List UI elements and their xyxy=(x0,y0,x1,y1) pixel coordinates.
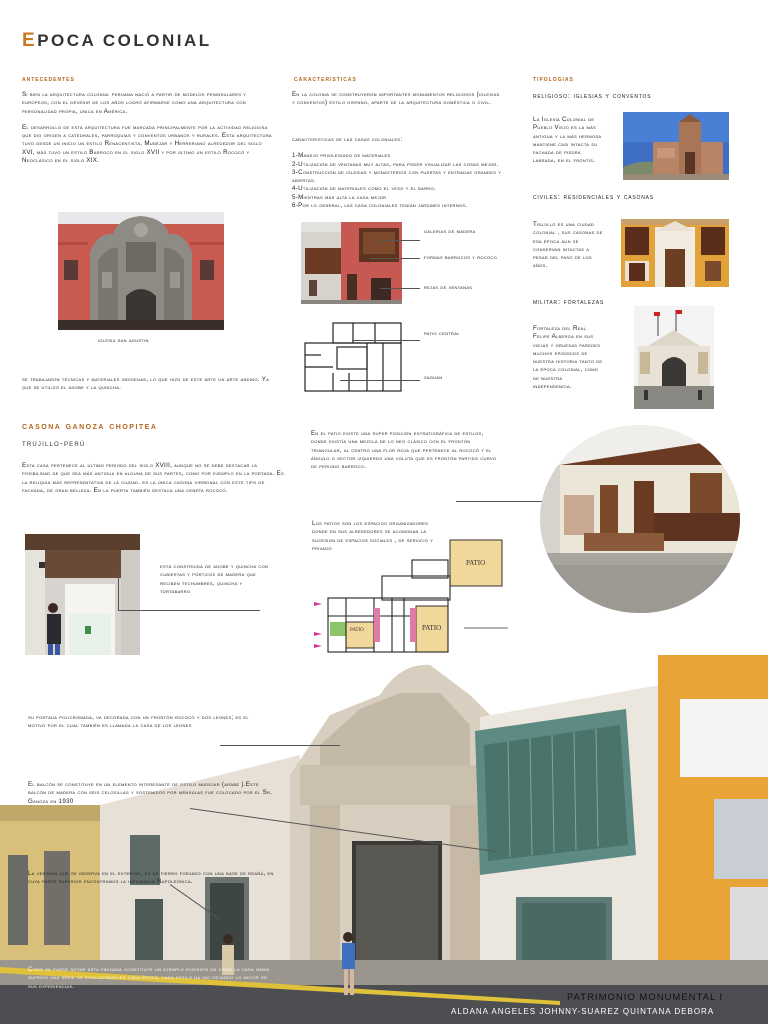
tipologias-heading: tipologias xyxy=(533,74,574,83)
casona-title: casona ganoza chopitea xyxy=(22,421,158,432)
caracteristicas-heading: caracteristicas xyxy=(294,74,357,83)
fachada-text: Como se puede notar esta fachada constituye un ejemplo evidente de cómo la casa había sufrido una serie de evoluciones-en cada época, cada estilo ha ido dejando lo mejor de sus experiencias. xyxy=(28,966,270,990)
caracteristica-item: 2-Utilización de ventanas muy altas, para poder visualizar las cosas mejor. xyxy=(292,160,499,168)
plan-label-patio-3: PATIO xyxy=(350,628,364,633)
antecedentes-heading: antecedentes xyxy=(22,74,75,83)
title-rest: POCA COLONIAL xyxy=(37,31,212,50)
planta-casa-colonial xyxy=(303,321,403,393)
footer-course: PATRIMONIO MONUMENTAL I xyxy=(567,992,724,1003)
civiles-title: civiles: residenciales y casonas xyxy=(533,192,654,201)
caracteristica-item: 1-Manejo privilegiado de materiales xyxy=(292,152,391,160)
label-zaguan: zaguan xyxy=(424,374,443,381)
caracteristica-item: 5-Mientras más alta la casa mejor xyxy=(292,193,387,201)
militar-title: militar: fortalezas xyxy=(533,297,605,306)
antecedentes-body xyxy=(22,91,272,173)
caracteristicas-intro: En la colonia se construyeron importantes monumentos religiosos (iglesias y conventos) estilo hispano, aparte de la arquitectura doméstica o civil. xyxy=(292,91,500,107)
militar-text: Fortaleza del Real Felipe Alberga en sus viejas y gruesas paredes muchos episodios de nuestra historia tanto de la época colonial, como de nuestra independencia. xyxy=(533,325,603,391)
caracteristica-item: 4-Utilización de materiales como el yeso y el barro. xyxy=(292,185,436,193)
antecedentes-paragraph-2: El desarrollo de esta arquitectura fue marcada principalmente por la actividad religiosa que dio origen a catedrales, parroquias y conventos urbanos y rurales. Esta arquitectura tuvo desde un inicio un estilo Renacentista, Mudéjar y Herreriano alrededor del siglo XVI, más tuvo un estilo Barroco en el siglo XVII y por último un estilo Rococó y Neoclásico en el siglo XIX. xyxy=(22,123,272,165)
label-formas: formas barrocos y rococo xyxy=(424,254,498,261)
casona-location: trujillo-perú xyxy=(22,438,86,448)
footer-authors: ALDANA ANGELES JOHNNY-SUAREZ QUINTANA DEBORA xyxy=(451,1007,715,1016)
caracteristicas-list xyxy=(292,136,507,210)
caracteristicas-list-title: caracteristicas de las casas coloniales: xyxy=(292,136,403,143)
casa-colonial-photo xyxy=(301,222,402,304)
iglesia-caption: iglesia san agustin xyxy=(98,337,149,344)
title-initial: E xyxy=(22,30,38,51)
civiles-text: Trujillo es una ciudad colonial , sus casonas de esa época aun se conservan intactas a pesar del paso de los años. xyxy=(533,221,603,270)
iglesia-pueblo-viejo-photo xyxy=(623,112,729,180)
religioso-text: La Iglesia Colonial de Pueblo Viejo es la más antigua y la más hermosa mantiene casi intacta su fachada de piedra labrada, en el frontis. xyxy=(533,116,602,165)
label-patio-central: patio central xyxy=(424,330,460,337)
casona-intro: Esta casa pertenece al último periodo del siglo XVIII, aunque no se debe destacar la posibilidad de que sea más antigua en alguna de sus partes, como por ejemplo en la portada. Es la reliquia más representativa de la ciudad. es la única casona virreinal con este tipo de fachada, de gran belleza. En la puerta también destaca una cenefa rococó. xyxy=(22,462,285,494)
antecedentes-paragraph-1: Si bien la arquitectura colonial peruana nació a partir de modelos peninsulares y europeos, con el devenir de los años logró afirmarse como una arquitectura con personalidad propia, única en América. xyxy=(22,91,247,115)
plan-label-patio-1: PATIO xyxy=(466,559,486,567)
patio-text: En el patio existe una súper posición estratigráfica de estilos, donde existía una mezcla de lo neo clásico con el frontón triangular, al centro una flor roja que pertenece al rococó y el ángulo o sector izquierdo una voluta que es frontón partido curvo de periodo barroco. xyxy=(311,430,497,471)
patio-circular-photo xyxy=(540,425,740,613)
label-rejas: rejas de ventanas xyxy=(424,284,473,291)
caracteristica-item: 3-Construcción de iglesias y monasterios con puertas y entradas grandes y abiertas. xyxy=(292,168,502,185)
patios-text: Los patios son los espacios organizadores donde en sus alrededores se acomodan la sucesion de espacios sociales , de servicio y privado xyxy=(312,520,434,552)
adobe-text: está construida de adobe y quincha con cubiertas y pórticos de madera que reciben techumbres, quincha y tortabarro xyxy=(160,563,269,595)
plan-label-patio-2: PATIO xyxy=(422,624,442,632)
casona-trujillo-photo xyxy=(621,219,729,287)
planta-casona-ganoza xyxy=(312,536,512,656)
fortaleza-real-felipe-photo xyxy=(634,306,714,409)
page-title xyxy=(22,30,212,52)
caracteristica-item: 6-Por lo general, las casa coloniales tenían jardines internos. xyxy=(292,202,468,210)
antecedentes-paragraph-3: se trabajaron técnicas y materiales indígenas, lo que hizo de este arte un arte andino. Ya que se utilizó el adobe y la quincha. xyxy=(22,376,270,392)
ventana-text: La ventana que se observa en el exterior, es de fierro forjado con una base de reaña, en cuya parte superior encontramos la influencia Napoleónica. xyxy=(28,870,274,886)
portada-text: su portada policromada, va decorada con un frontón rococó y dos leones; es el motivo por el cual también es llamada la casa de los leones xyxy=(28,714,249,730)
iglesia-san-agustin-photo xyxy=(58,212,224,330)
label-galerias: galerias de madera xyxy=(424,228,476,235)
balcon-text: El balcón se constituye en un elemento interesante de estilo mudejar (arabe ).Este balcón de madera con seis celosillas y sostenidos por ménsulas fue colocado por el Sr. Ganoza en 1930 xyxy=(28,781,273,805)
religioso-title: religioso: iglesias y conventos xyxy=(533,91,652,100)
